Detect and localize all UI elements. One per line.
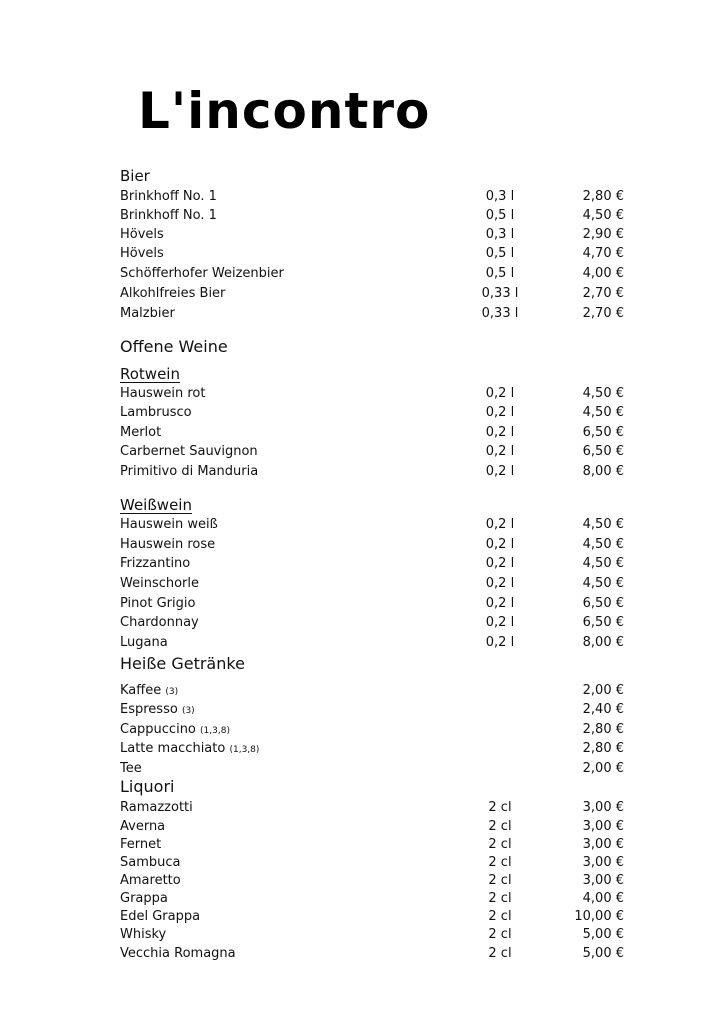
item-name: Brinkhoff No. 1	[120, 208, 217, 223]
item-name: Whisky	[120, 927, 167, 942]
item-price: 6,50 €	[582, 596, 624, 611]
item-name: Frizzantino	[120, 556, 191, 571]
item-price: 4,00 €	[582, 266, 624, 281]
item-name: Hauswein rot	[120, 386, 206, 401]
section-heading-offene-weine: Offene Weine	[120, 337, 228, 356]
menu-item	[120, 739, 640, 759]
page-title: L'incontro	[138, 82, 431, 140]
item-price: 3,00 €	[582, 800, 624, 815]
item-volume: 2 cl	[488, 909, 512, 924]
menu-item	[120, 907, 640, 927]
item-price: 2,70 €	[582, 286, 624, 301]
item-price: 4,50 €	[582, 386, 624, 401]
item-name: Alkohlfreies Bier	[120, 286, 226, 301]
item-volume: 0,5 l	[485, 266, 515, 281]
item-name: Ramazzotti	[120, 800, 193, 815]
item-price: 8,00 €	[582, 464, 624, 479]
item-volume: 2 cl	[488, 873, 512, 888]
item-volume: 0,2 l	[485, 464, 515, 479]
menu-item	[120, 817, 640, 837]
item-name: Malzbier	[120, 306, 175, 321]
menu-item	[120, 462, 640, 482]
menu-item	[120, 681, 640, 701]
item-price: 3,00 €	[582, 837, 624, 852]
item-price: 6,50 €	[582, 444, 624, 459]
item-name: Pinot Grigio	[120, 596, 196, 611]
item-name: Hauswein rose	[120, 537, 216, 552]
item-price: 4,70 €	[582, 246, 624, 261]
menu-item	[120, 206, 640, 226]
item-volume: 0,33 l	[481, 286, 519, 301]
item-name: Sambuca	[120, 855, 181, 870]
item-name-text: Espresso	[120, 702, 178, 717]
item-volume: 0,2 l	[485, 517, 515, 532]
menu-item	[120, 700, 640, 720]
item-name-text: Tee	[120, 761, 142, 776]
item-price: 4,50 €	[582, 576, 624, 591]
item-price: 4,00 €	[582, 891, 624, 906]
menu-item	[120, 244, 640, 264]
item-volume: 0,33 l	[481, 306, 519, 321]
item-name: Hövels	[120, 227, 164, 242]
section-heading-bier: Bier	[120, 167, 150, 185]
menu-item	[120, 554, 640, 574]
item-name-text: Kaffee	[120, 683, 162, 698]
item-volume: 0,2 l	[485, 537, 515, 552]
menu-item	[120, 264, 640, 284]
menu-item	[120, 798, 640, 818]
menu-item	[120, 284, 640, 304]
item-volume: 0,5 l	[485, 246, 515, 261]
menu-item	[120, 225, 640, 245]
item-name: Edel Grappa	[120, 909, 201, 924]
item-price: 2,80 €	[582, 722, 624, 737]
item-volume: 2 cl	[488, 837, 512, 852]
menu-item	[120, 925, 640, 945]
item-name: Vecchia Romagna	[120, 946, 236, 961]
item-name	[120, 739, 259, 760]
item-name: Amaretto	[120, 873, 181, 888]
menu-item	[120, 594, 640, 614]
item-volume: 0,2 l	[485, 576, 515, 591]
item-price: 4,50 €	[582, 517, 624, 532]
item-price: 4,50 €	[582, 208, 624, 223]
menu-item	[120, 944, 640, 964]
item-volume: 2 cl	[488, 855, 512, 870]
item-name-text: Cappuccino	[120, 722, 196, 737]
item-price: 2,00 €	[582, 761, 624, 776]
item-volume: 0,2 l	[485, 556, 515, 571]
item-volume: 0,2 l	[485, 615, 515, 630]
menu-item	[120, 720, 640, 740]
item-volume: 2 cl	[488, 891, 512, 906]
section-heading-rotwein: Rotwein	[120, 365, 180, 383]
menu-item	[120, 759, 640, 779]
item-price: 4,50 €	[582, 556, 624, 571]
item-name: Primitivo di Manduria	[120, 464, 259, 479]
item-price: 2,00 €	[582, 683, 624, 698]
item-volume: 0,2 l	[485, 444, 515, 459]
item-name	[120, 759, 142, 779]
menu-item	[120, 633, 640, 653]
menu-item	[120, 187, 640, 207]
item-name: Weinschorle	[120, 576, 200, 591]
menu-item	[120, 304, 640, 324]
menu-item	[120, 613, 640, 633]
item-volume: 0,2 l	[485, 635, 515, 650]
item-volume: 0,5 l	[485, 208, 515, 223]
item-name: Averna	[120, 819, 166, 834]
menu-item	[120, 535, 640, 555]
menu-item	[120, 423, 640, 443]
item-volume: 0,2 l	[485, 386, 515, 401]
item-name: Chardonnay	[120, 615, 199, 630]
item-price: 5,00 €	[582, 946, 624, 961]
item-name: Lugana	[120, 635, 168, 650]
item-volume: 2 cl	[488, 946, 512, 961]
menu-item	[120, 515, 640, 535]
item-volume: 0,3 l	[485, 227, 515, 242]
item-price: 3,00 €	[582, 855, 624, 870]
menu-item	[120, 574, 640, 594]
item-name	[120, 700, 195, 721]
item-name: Merlot	[120, 425, 162, 440]
menu-item	[120, 835, 640, 855]
item-name	[120, 681, 178, 702]
section-heading-heisse-getraenke: Heiße Getränke	[120, 654, 245, 673]
menu-item	[120, 403, 640, 423]
item-name: Brinkhoff No. 1	[120, 189, 217, 204]
item-volume: 2 cl	[488, 927, 512, 942]
item-price: 4,50 €	[582, 537, 624, 552]
item-price: 2,80 €	[582, 189, 624, 204]
item-volume: 0,2 l	[485, 596, 515, 611]
item-name: Lambrusco	[120, 405, 192, 420]
item-price: 2,90 €	[582, 227, 624, 242]
item-price: 3,00 €	[582, 819, 624, 834]
item-volume: 2 cl	[488, 819, 512, 834]
item-price: 8,00 €	[582, 635, 624, 650]
item-price: 6,50 €	[582, 425, 624, 440]
allergen-note: (1,3,8)	[229, 745, 260, 755]
item-price: 6,50 €	[582, 615, 624, 630]
item-name	[120, 720, 230, 741]
item-name: Grappa	[120, 891, 168, 906]
item-price: 5,00 €	[582, 927, 624, 942]
allergen-note: (3)	[181, 706, 195, 716]
item-name: Schöfferhofer Weizenbier	[120, 266, 284, 281]
item-price: 2,70 €	[582, 306, 624, 321]
item-volume: 0,2 l	[485, 405, 515, 420]
menu-item	[120, 853, 640, 873]
item-name: Carbernet Sauvignon	[120, 444, 258, 459]
section-heading-weisswein: Weißwein	[120, 496, 192, 514]
item-price: 2,80 €	[582, 741, 624, 756]
menu-item	[120, 442, 640, 462]
item-price: 10,00 €	[574, 909, 624, 924]
item-name: Fernet	[120, 837, 162, 852]
item-name-text: Latte macchiato	[120, 741, 226, 756]
menu-item	[120, 384, 640, 404]
section-heading-liquori: Liquori	[120, 777, 175, 796]
item-price: 3,00 €	[582, 873, 624, 888]
item-volume: 2 cl	[488, 800, 512, 815]
item-price: 4,50 €	[582, 405, 624, 420]
item-price: 2,40 €	[582, 702, 624, 717]
item-name: Hauswein weiß	[120, 517, 218, 532]
menu-item	[120, 889, 640, 909]
item-name: Hövels	[120, 246, 164, 261]
allergen-note: (1,3,8)	[200, 726, 230, 736]
item-volume: 0,3 l	[485, 189, 515, 204]
menu-item	[120, 871, 640, 891]
item-volume: 0,2 l	[485, 425, 515, 440]
allergen-note: (3)	[165, 687, 179, 697]
